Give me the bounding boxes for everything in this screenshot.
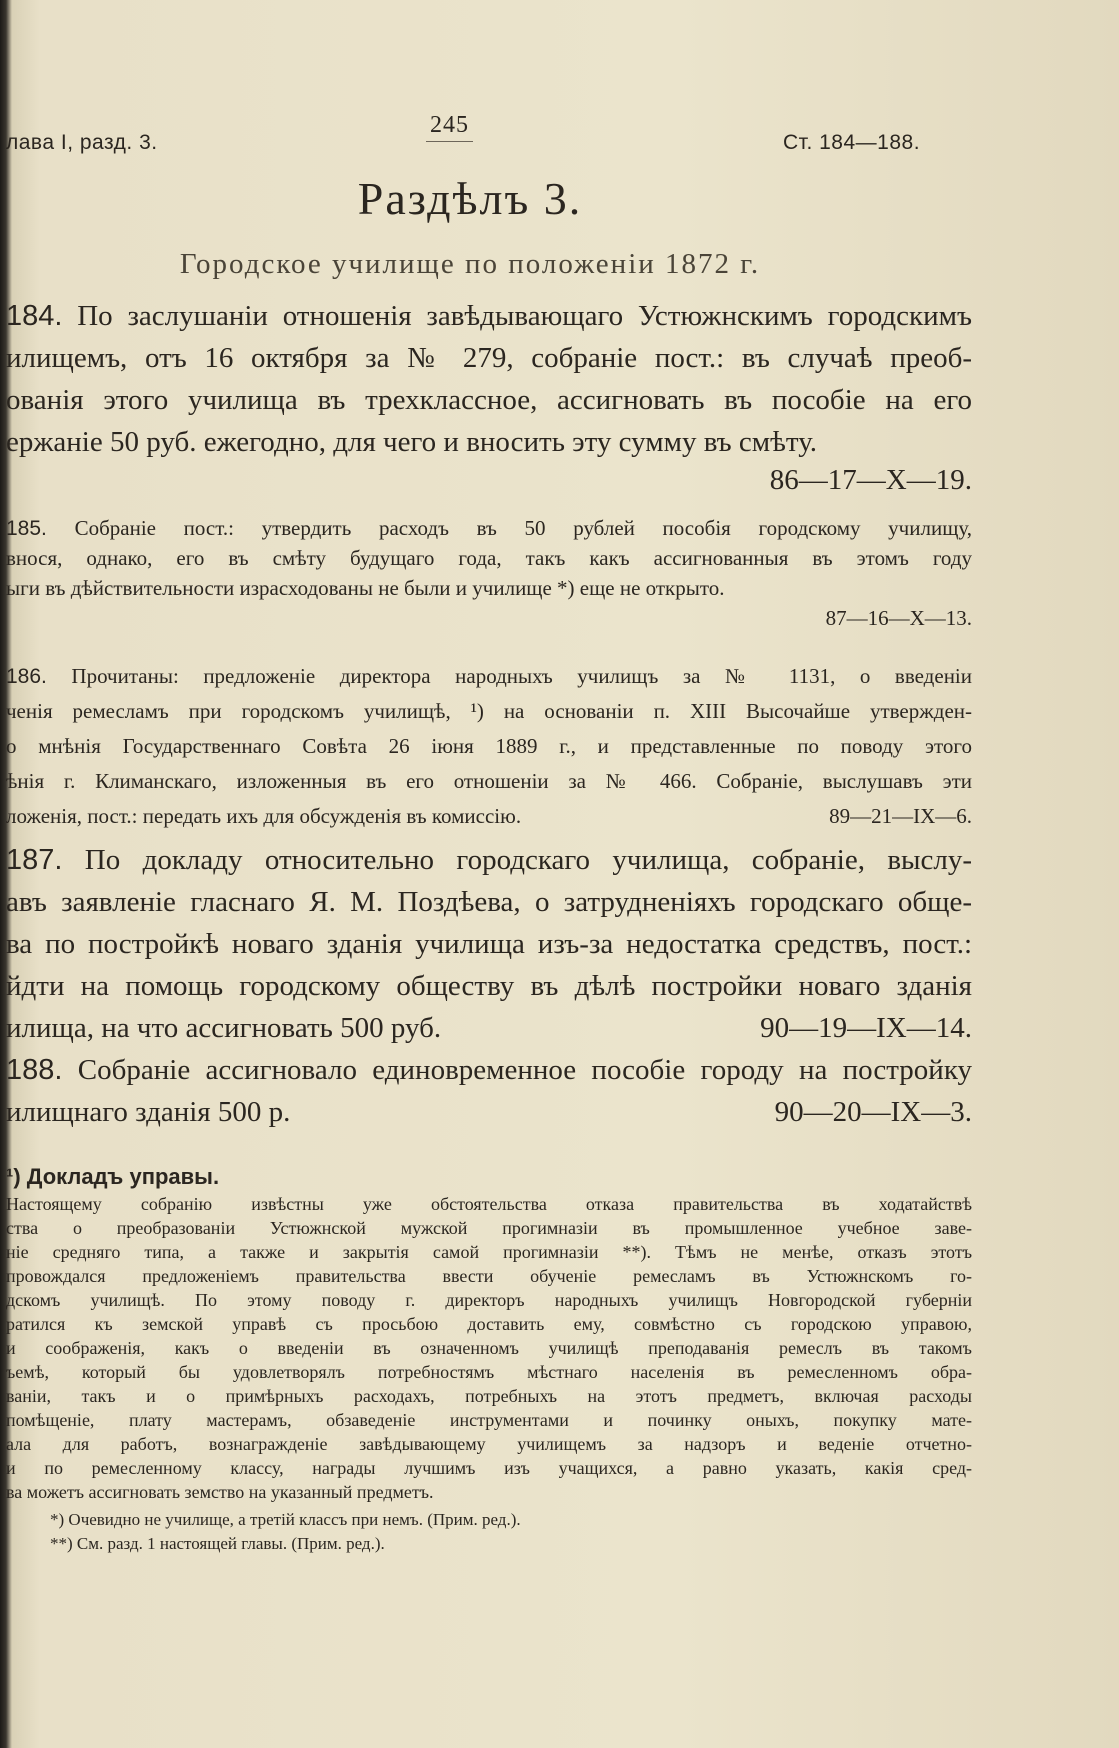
footnote-line: ала для работъ, вознагражденiе завѣдывающему училищемъ за надзоръ и веденiе отчетно- <box>6 1434 972 1454</box>
article-reference: 90—19—IX—14. <box>760 1012 972 1044</box>
article-line: илищемъ, отъ 16 октября за № 279, собранiе пост.: въ случаѣ преоб- <box>6 342 972 374</box>
article-line: йдти на помощь городскому обществу въ дѣлѣ постройки новаго зданiя <box>6 970 972 1002</box>
footnote-line: и по ремесленному классу, награды лучшимъ изъ учащихся, а равно указать, какiя сред- <box>6 1458 972 1478</box>
footnote-line: помѣщенiе, плату мастерамъ, обзаведенiе инструментами и починку оныхъ, покупку мате- <box>6 1410 972 1430</box>
article-number: 187. <box>6 844 63 876</box>
article-line: ѣнiя г. Климанскаго, изложенныя въ его отношенiи за № 466. Собранiе, выслушавъ эти <box>6 769 972 793</box>
article-line: ыги въ дѣйствительности израсходованы не были и училище *) еще не открыто. <box>6 576 725 600</box>
article-reference: 86—17—X—19. <box>769 464 972 496</box>
footnote-line: провождался предложенiемъ правительства ввести обученiе ремесламъ въ Устюжнскомъ го- <box>6 1266 972 1286</box>
article-number: 185. <box>6 517 47 540</box>
article-number: 184. <box>6 300 63 332</box>
running-header-articles: Ст. 184—188. <box>783 131 921 154</box>
footnote-line: ства о преобразованiи Устюжнской мужской прогимназiи въ промышленное учебное заве- <box>6 1218 972 1238</box>
footnote-line: Настоящему собранiю извѣстны уже обстоятельства отказа правительства въ ходатайствѣ <box>6 1194 972 1214</box>
article-line: ованiя этого училища въ трехклассное, ассигновать въ пособiе на его <box>6 384 972 416</box>
article-reference: 87—16—X—13. <box>825 606 972 630</box>
article-line: внося, однако, его въ смѣту будущаго года, такъ какъ ассигнованныя въ этомъ году <box>6 546 972 570</box>
editor-note: **) См. разд. 1 настоящей главы. (Прим. ред.). <box>50 1534 385 1553</box>
footnote-line: ва можетъ ассигновать земство на указанный предметъ. <box>6 1482 434 1502</box>
editor-note: *) Очевидно не училище, а третiй классъ при немъ. (Прим. ред.). <box>50 1510 521 1529</box>
article-line: авъ заявленiе гласнаго Я. М. Поздѣева, о затрудненiяхъ городскаго обще- <box>6 886 972 918</box>
article-line: о мнѣнiя Государственнаго Совѣта 26 iюня 1889 г., и представленные по поводу этого <box>6 734 972 758</box>
article-number: 188. <box>6 1054 63 1086</box>
article-line: илищнаго зданiя 500 р. <box>6 1096 291 1128</box>
article-line: 184. По заслушанiи отношенiя завѣдывающаго Устюжнскимъ городскимъ <box>6 300 972 332</box>
article-line: ченiя ремесламъ при городскомъ училищѣ, ¹) на основанiи п. XIII Высочайше утвержден- <box>6 699 972 723</box>
running-header-chapter: лава I, разд. 3. <box>6 131 158 154</box>
article-reference: 89—21—IX—6. <box>829 804 972 828</box>
footnote-title: ¹) Докладъ управы. <box>6 1164 220 1189</box>
article-line: 186. Прочитаны: предложенiе директора народныхъ училищъ за № 1131, о введенiи <box>6 664 972 688</box>
footnote-line: ванiи, такъ и о примѣрныхъ расходахъ, потребныхъ на этотъ предметъ, включая расходы <box>6 1386 972 1406</box>
footnote-line: ратился къ земской управѣ съ просьбою доставить ему, совмѣстно съ городскою управою, <box>6 1314 972 1334</box>
article-line: 188. Собранiе ассигновало единовременное пособiе городу на постройку <box>6 1054 972 1086</box>
section-subtitle: Городское училище по положенiи 1872 г. <box>179 248 761 280</box>
article-line: 187. По докладу относительно городскаго училища, собранiе, выслу- <box>6 844 972 876</box>
article-number: 186. <box>6 665 47 688</box>
footnote-line: ъемѣ, который бы удовлетворялъ потребностямъ мѣстнаго населенiя въ ремесленномъ обра- <box>6 1362 972 1382</box>
section-title: Раздѣлъ 3. <box>357 173 583 224</box>
article-reference: 90—20—IX—3. <box>774 1096 972 1128</box>
footnote-line: нiе средняго типа, а также и закрытiя самой прогимназiи **). Тѣмъ не менѣе, отказъ этотъ <box>6 1242 972 1262</box>
article-line: ва по постройкѣ новаго зданiя училища изъ-за недостатка средствъ, пост.: <box>6 928 972 960</box>
article-line: ержанiе 50 руб. ежегодно, для чего и вносить эту сумму въ смѣту. <box>6 426 818 458</box>
page-number: 245 <box>430 112 469 138</box>
footnote-line: и соображенiя, какъ о введенiи въ означенномъ училищѣ преподаванiя ремеслъ въ такомъ <box>6 1338 972 1358</box>
article-line: 185. Собранiе пост.: утвердить расходъ въ 50 рублей пособiя городскому училищу, <box>6 516 972 540</box>
article-line: ложенiя, пост.: передать ихъ для обсужденiя въ комиссiю. <box>6 804 522 828</box>
footnote-line: дскомъ училищѣ. По этому поводу г. директоръ народныхъ училищъ Новгородской губернiи <box>6 1290 972 1310</box>
article-line: илища, на что ассигновать 500 руб. <box>6 1012 442 1044</box>
